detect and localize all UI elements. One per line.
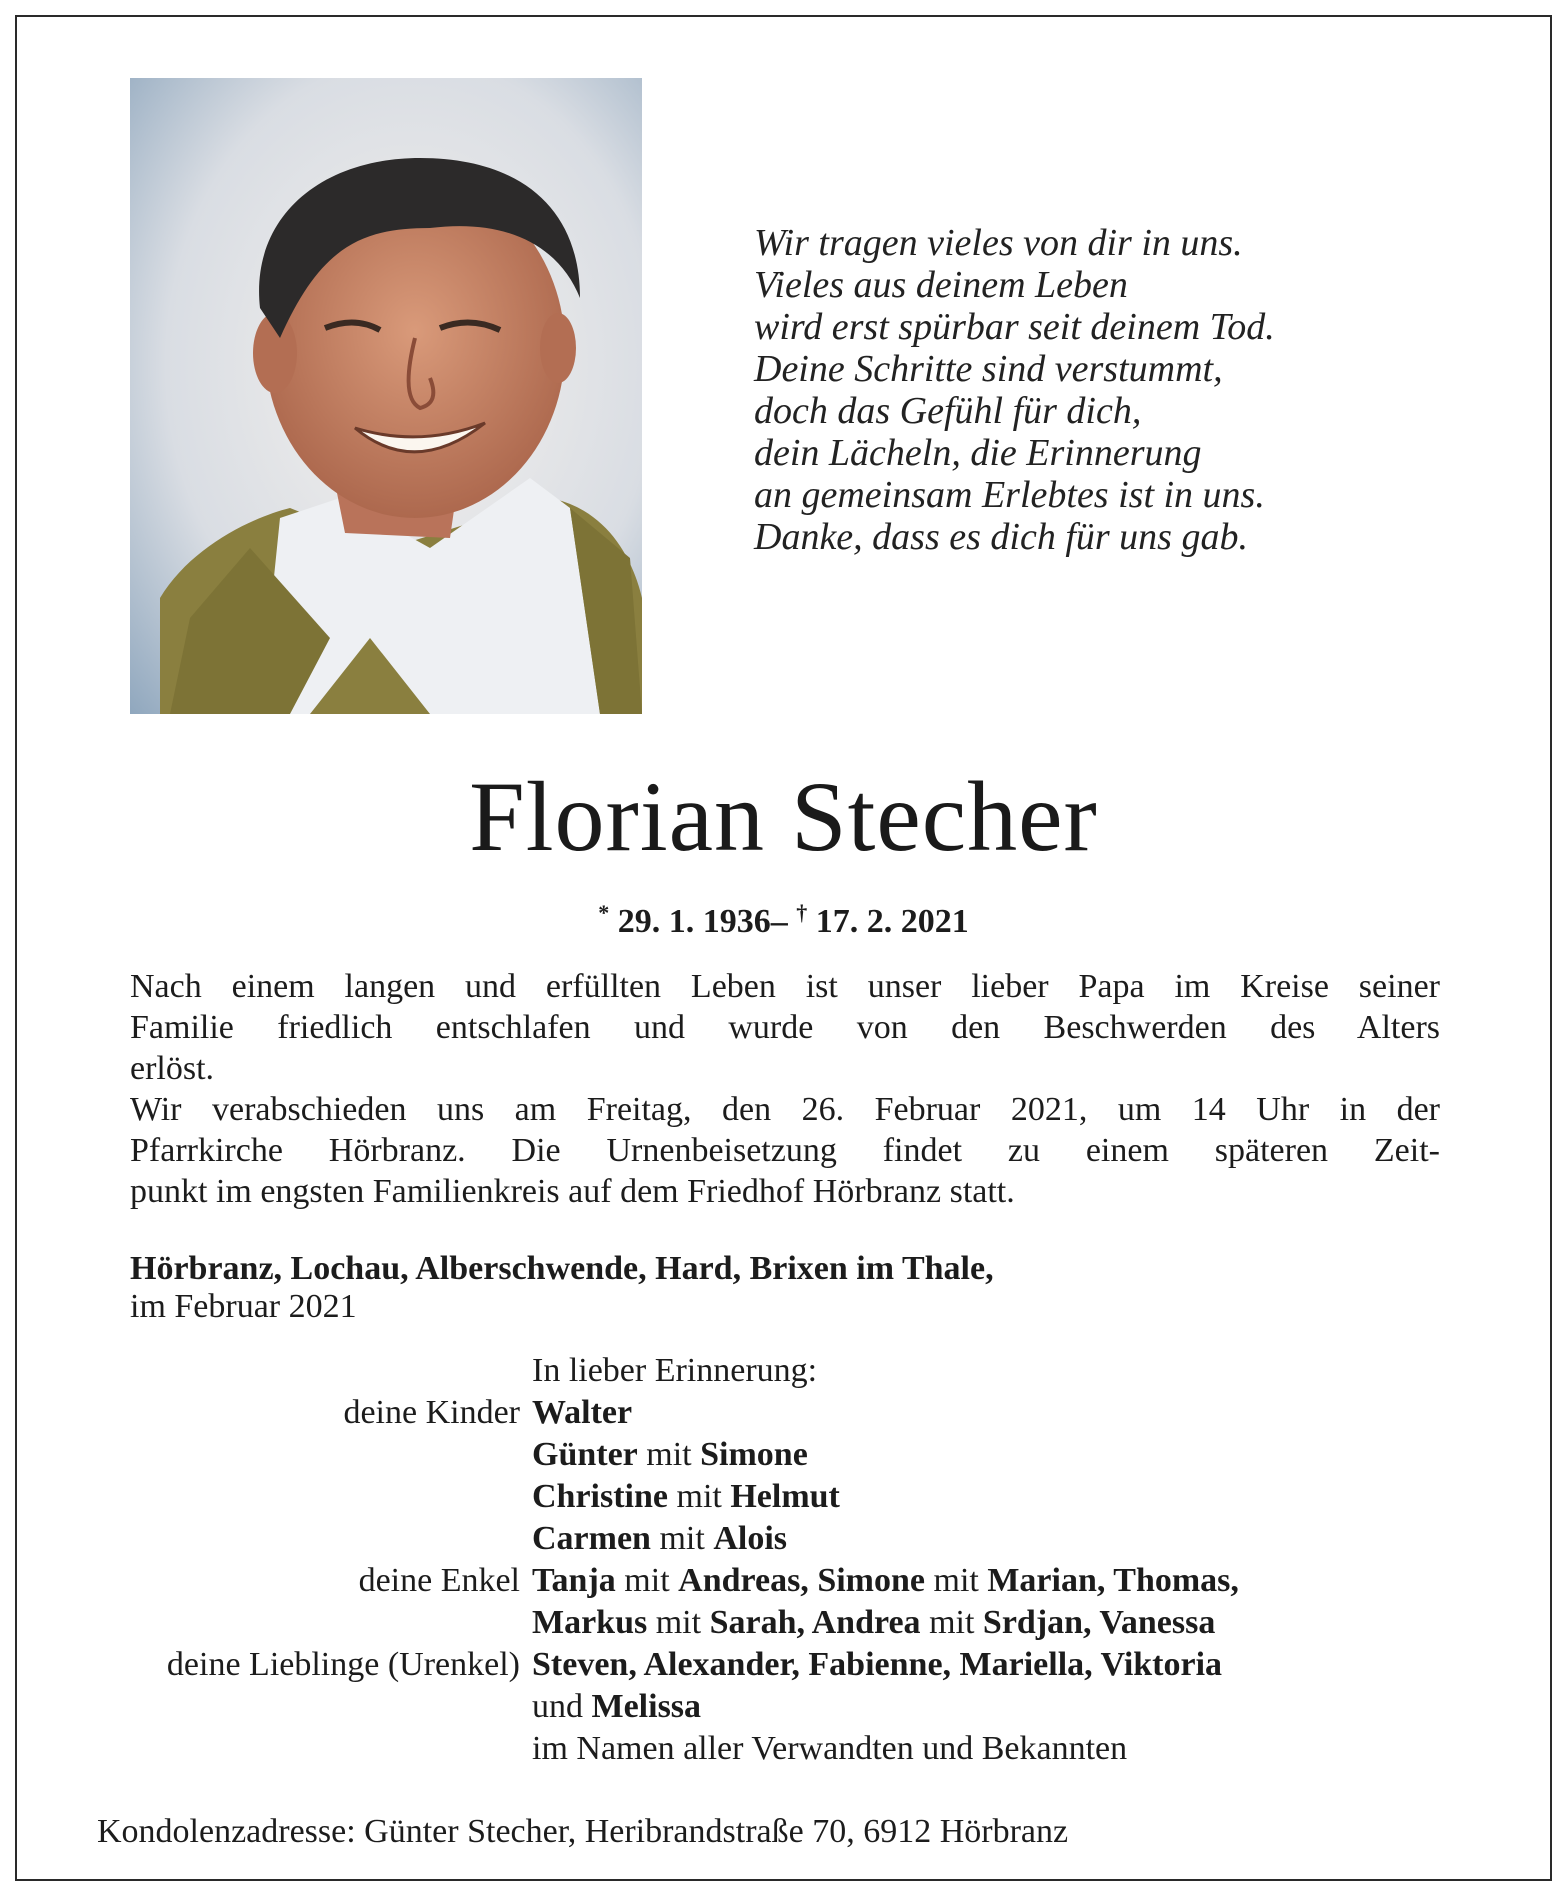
birth-symbol: * xyxy=(598,900,610,925)
relation-label: deine Kinder xyxy=(343,1394,520,1431)
announcement-text xyxy=(130,966,1440,1212)
connector: mit xyxy=(659,1520,705,1557)
mourner-name: Andreas, xyxy=(678,1562,809,1599)
connector: mit xyxy=(676,1478,722,1515)
deceased-name: Florian Stecher xyxy=(469,761,1098,872)
condolence-address: Kondolenzadresse: Günter Stecher, Heribrandstraße 70, 6912 Hörbranz xyxy=(97,1813,1069,1850)
poem-line: wird erst spürbar seit deinem Tod. xyxy=(754,306,1275,348)
mourner-name: Christine xyxy=(532,1478,668,1515)
closing-line: im Namen aller Verwandten und Bekannten xyxy=(532,1730,1128,1767)
mourner-name: Marian, Thomas, xyxy=(987,1562,1239,1599)
date-dash: – xyxy=(770,903,788,940)
mourner-name: Simone xyxy=(700,1436,808,1473)
announcement-line: erlöst. xyxy=(130,1050,215,1087)
connector: mit xyxy=(624,1562,670,1599)
portrait-photo xyxy=(130,78,642,714)
connector: und xyxy=(532,1688,583,1725)
mourner-name: Carmen xyxy=(532,1520,651,1557)
mourner-name: Steven, Alexander, Fabienne, Mariella, Viktoria xyxy=(532,1646,1223,1683)
connector: mit xyxy=(933,1562,979,1599)
connector: mit xyxy=(646,1436,692,1473)
announcement-line: Familie friedlich entschlafen und wurde von den Beschwerden des Alters xyxy=(130,1009,1440,1046)
mourner-name: Simone xyxy=(817,1562,925,1599)
poem-line: Danke, dass es dich für uns gab. xyxy=(754,516,1248,558)
connector: mit xyxy=(929,1604,975,1641)
announcement-line: Nach einem langen und erfüllten Leben ist unser lieber Papa im Kreise seiner xyxy=(130,968,1440,1005)
date-line: im Februar 2021 xyxy=(130,1288,357,1325)
relation-label: deine Lieblinge (Urenkel) xyxy=(166,1646,520,1683)
poem-line: dein Lächeln, die Erinnerung xyxy=(754,432,1202,474)
funeral-line: Pfarrkirche Hörbranz. Die Urnenbeisetzung findet zu einem späteren Zeit- xyxy=(130,1132,1440,1169)
mourner-name: Tanja xyxy=(532,1562,616,1599)
death-date: 17. 2. 2021 xyxy=(815,903,969,940)
birth-date: 29. 1. 1936 xyxy=(617,903,771,940)
connector: mit xyxy=(655,1604,702,1641)
poem-line: Deine Schritte sind verstummt, xyxy=(754,348,1223,390)
mourner-name: Alois xyxy=(713,1520,787,1557)
mourner-name: Helmut xyxy=(730,1478,840,1515)
poem-line: doch das Gefühl für dich, xyxy=(754,390,1142,432)
death-symbol: † xyxy=(796,900,808,925)
relation-label: deine Enkel xyxy=(358,1562,520,1599)
poem-line: Wir tragen vieles von dir in uns. xyxy=(754,222,1243,264)
poem-line: an gemeinsam Erlebtes ist in uns. xyxy=(754,474,1265,516)
funeral-line: punkt im engsten Familienkreis auf dem Friedhof Hörbranz statt. xyxy=(130,1173,1015,1210)
mourners-list xyxy=(60,1350,1500,1770)
life-dates xyxy=(0,893,1567,942)
poem-line: Vieles aus deinem Leben xyxy=(754,264,1128,306)
places-line: Hörbranz, Lochau, Alberschwende, Hard, Brixen im Thale, xyxy=(130,1250,994,1287)
mourner-name: Melissa xyxy=(591,1688,702,1725)
places-and-date xyxy=(130,1250,994,1326)
mourner-name: Markus xyxy=(532,1604,648,1641)
remembrance-intro: In lieber Erinnerung: xyxy=(532,1352,818,1389)
funeral-line: Wir verabschieden uns am Freitag, den 26. Februar 2021, um 14 Uhr in der xyxy=(130,1091,1440,1128)
mourner-name: Walter xyxy=(532,1394,633,1431)
mourner-name: Günter xyxy=(532,1436,638,1473)
mourner-name: Sarah, Andrea xyxy=(709,1604,921,1641)
memorial-poem xyxy=(754,222,1374,558)
mourner-name: Srdjan, Vanessa xyxy=(982,1604,1216,1641)
